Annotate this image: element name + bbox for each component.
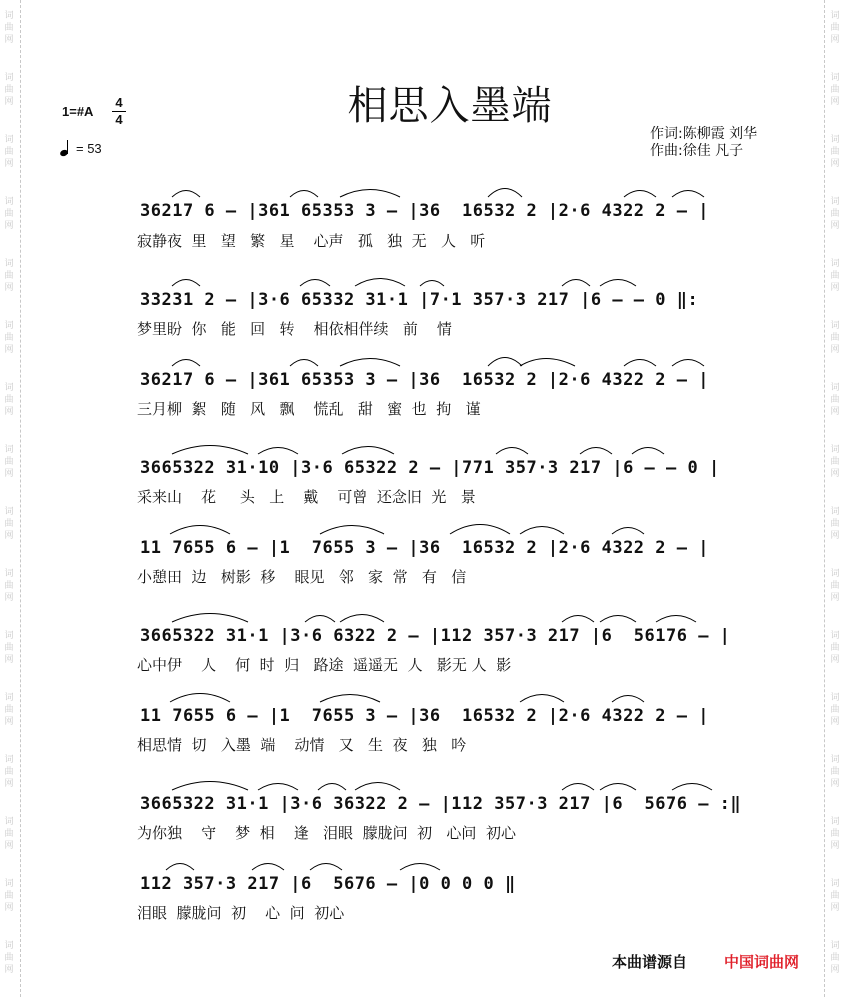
watermark-text: 词 曲 网 [4, 755, 14, 789]
watermark-text: 词 曲 网 [4, 73, 14, 107]
source-label: 本曲谱源自 [612, 953, 688, 971]
left-dashed-line [20, 0, 21, 997]
watermark-text: 词 曲 网 [4, 693, 14, 727]
watermark-text: 词 曲 网 [830, 879, 840, 913]
tempo-value: = 53 [76, 140, 102, 156]
time-signature-bottom: 4 [115, 112, 123, 127]
watermark-text: 词 曲 网 [4, 135, 14, 169]
time-signature-top: 4 [115, 95, 123, 110]
song-title: 相思入墨端 [347, 83, 553, 129]
watermark-text: 词 曲 网 [830, 755, 840, 789]
composer-credit: 作曲:徐佳 凡子 [650, 143, 744, 159]
watermark-text: 词 曲 网 [4, 11, 14, 45]
watermark-text: 词 曲 网 [830, 817, 840, 851]
lyricist-credit: 作词:陈柳霞 刘华 [650, 126, 758, 142]
watermark-text: 词 曲 网 [830, 445, 840, 479]
watermark-text: 词 曲 网 [830, 321, 840, 355]
watermark-text: 词 曲 网 [830, 569, 840, 603]
left-border [0, 0, 26, 997]
lyric-row: 三月柳 絮 随 风 飘 慌乱 甜 蜜 也 拘 谨 [137, 400, 481, 418]
watermark-text: 词 曲 网 [4, 259, 14, 293]
notes-row: 36217 6 – |361 65353 3 – |36 16532 2 |2·6 4322 2 – | [140, 201, 709, 221]
right-dashed-line [824, 0, 825, 997]
lyric-row: 泪眼 朦胧问 初 心 问 初心 [137, 904, 345, 922]
watermark-text: 词 曲 网 [830, 941, 840, 975]
notes-row: 11 7655 6 – |1 7655 3 – |36 16532 2 |2·6 4322 2 – | [140, 538, 709, 558]
watermark-text: 词 曲 网 [830, 135, 840, 169]
lyric-row: 梦里盼 你 能 回 转 相依相伴续 前 情 [137, 320, 452, 338]
quarter-note-icon [60, 140, 74, 156]
lyric-row: 相思情 切 入墨 端 动情 又 生 夜 独 吟 [137, 736, 467, 754]
lyric-row: 采来山 花 头 上 戴 可曾 还念旧 光 景 [137, 488, 476, 506]
tempo-marking [60, 140, 102, 156]
watermark-text: 词 曲 网 [4, 631, 14, 665]
watermark-text: 词 曲 网 [830, 693, 840, 727]
credits [650, 126, 757, 160]
lyric-row: 为你独 守 梦 相 逢 泪眼 朦胧问 初 心问 初心 [137, 824, 516, 842]
notes-row: 3665322 31·1 |3·6 6322 2 – |112 357·3 217 |6 56176 – | [140, 626, 731, 646]
watermark-text: 词 曲 网 [4, 569, 14, 603]
lyric-row: 心中伊 人 何 时 归 路途 遥遥无 人 影无 人 影 [137, 656, 512, 674]
right-border [819, 0, 845, 997]
watermark-text: 词 曲 网 [4, 941, 14, 975]
notes-row: 36217 6 – |361 65353 3 – |36 16532 2 |2·6 4322 2 – | [140, 370, 709, 390]
watermark-text: 词 曲 网 [830, 383, 840, 417]
key-signature: 1=#A [62, 104, 94, 119]
notes-row: 11 7655 6 – |1 7655 3 – |36 16532 2 |2·6 4322 2 – | [140, 706, 709, 726]
watermark-text: 词 曲 网 [4, 321, 14, 355]
notes-row: 112 357·3 217 |6 5676 – |0 0 0 0 ‖ [140, 874, 516, 894]
watermark-text: 词 曲 网 [4, 445, 14, 479]
watermark-text: 词 曲 网 [830, 631, 840, 665]
watermark-text: 词 曲 网 [4, 383, 14, 417]
source-site-link[interactable]: 中国词曲网 [724, 953, 800, 971]
lyric-row: 小憩田 边 树影 移 眼见 邻 家 常 有 信 [137, 568, 467, 586]
watermark-text: 词 曲 网 [4, 817, 14, 851]
watermark-text: 词 曲 网 [830, 11, 840, 45]
notes-row: 33231 2 – |3·6 65332 31·1 |7·1 357·3 217 |6 – – 0 ‖: [140, 290, 699, 310]
watermark-text: 词 曲 网 [830, 73, 840, 107]
watermark-text: 词 曲 网 [4, 879, 14, 913]
lyric-row: 寂静夜 里 望 繁 星 心声 孤 独 无 人 听 [137, 232, 486, 250]
notes-row: 3665322 31·10 |3·6 65322 2 – |771 357·3 217 |6 – – 0 | [140, 458, 720, 478]
notes-row: 3665322 31·1 |3·6 36322 2 – |112 357·3 217 |6 5676 – :‖ [140, 794, 742, 814]
watermark-text: 词 曲 网 [830, 197, 840, 231]
watermark-text: 词 曲 网 [830, 259, 840, 293]
watermark-text: 词 曲 网 [4, 507, 14, 541]
watermark-text: 词 曲 网 [4, 197, 14, 231]
watermark-text: 词 曲 网 [830, 507, 840, 541]
